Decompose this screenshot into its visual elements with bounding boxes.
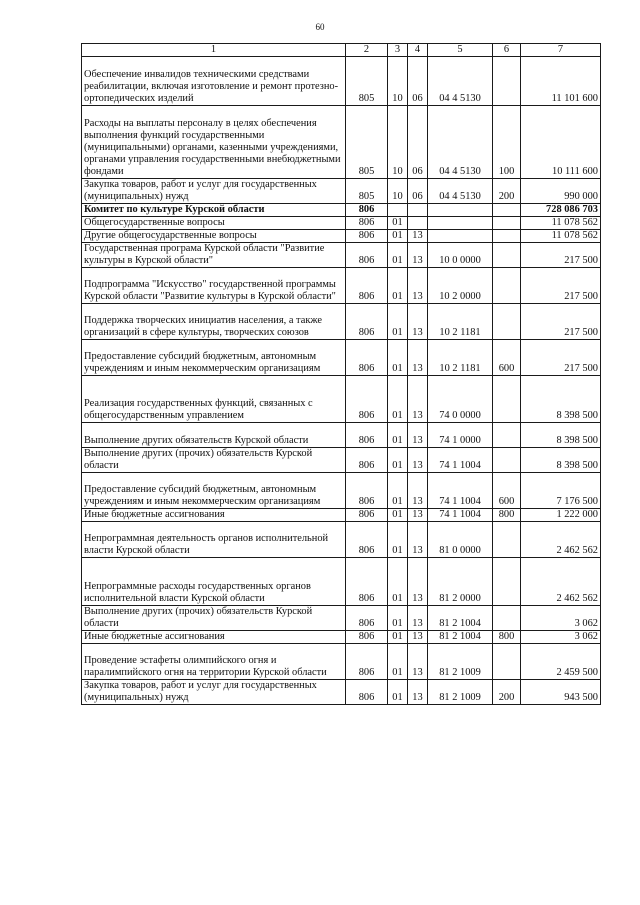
table-row — [82, 558, 601, 606]
target-code: 81 2 1004 — [428, 631, 493, 644]
expense-code — [493, 204, 521, 217]
ministry-code: 806 — [346, 473, 388, 509]
ministry-code: 806 — [346, 644, 388, 680]
amount: 217 500 — [521, 243, 601, 268]
expense-code — [493, 644, 521, 680]
amount: 217 500 — [521, 268, 601, 304]
table-row — [82, 243, 601, 268]
ministry-code: 806 — [346, 522, 388, 558]
subsection-code — [408, 217, 428, 230]
amount: 1 222 000 — [521, 509, 601, 522]
target-code: 10 2 0000 — [428, 268, 493, 304]
expense-code — [493, 268, 521, 304]
expense-code — [493, 230, 521, 243]
section-code: 01 — [388, 304, 408, 340]
target-code: 04 4 5130 — [428, 179, 493, 204]
amount: 11 101 600 — [521, 57, 601, 106]
subsection-code: 13 — [408, 509, 428, 522]
section-code: 10 — [388, 57, 408, 106]
row-name: Непрограммные расходы государственных органов исполнительной власти Курской области — [82, 558, 346, 606]
expense-code — [493, 448, 521, 473]
ministry-code: 806 — [346, 376, 388, 423]
table-row — [82, 680, 601, 705]
target-code: 74 1 1004 — [428, 509, 493, 522]
amount: 3 062 — [521, 631, 601, 644]
table-row — [82, 473, 601, 509]
target-code — [428, 204, 493, 217]
row-name: Другие общегосударственные вопросы — [82, 230, 346, 243]
subsection-code: 13 — [408, 243, 428, 268]
amount: 943 500 — [521, 680, 601, 705]
expense-code — [493, 423, 521, 448]
ministry-code: 806 — [346, 230, 388, 243]
expense-code: 200 — [493, 680, 521, 705]
header-cell: 3 — [388, 44, 408, 57]
expense-code — [493, 243, 521, 268]
ministry-code: 806 — [346, 243, 388, 268]
amount: 8 398 500 — [521, 448, 601, 473]
table-row — [82, 631, 601, 644]
row-name: Предоставление субсидий бюджетным, автономным учреждениям и иным некоммерческим организациям — [82, 340, 346, 376]
table-row — [82, 606, 601, 631]
amount: 3 062 — [521, 606, 601, 631]
page-number: 60 — [315, 22, 325, 32]
table-row — [82, 179, 601, 204]
section-code: 01 — [388, 644, 408, 680]
subsection-code: 13 — [408, 304, 428, 340]
target-code: 81 0 0000 — [428, 522, 493, 558]
target-code: 81 2 1009 — [428, 644, 493, 680]
table-row — [82, 57, 601, 106]
ministry-code: 806 — [346, 558, 388, 606]
row-name: Непрограммная деятельность органов исполнительной власти Курской области — [82, 522, 346, 558]
table-row — [82, 230, 601, 243]
row-name: Обеспечение инвалидов техническими средствами реабилитации, включая изготовление и ремонт протезно-ортопедических изделий — [82, 57, 346, 106]
row-name: Реализация государственных функций, связанных с общегосударственным управлением — [82, 376, 346, 423]
row-name: Поддержка творческих инициатив населения, а также организаций в сфере культуры, творческих союзов — [82, 304, 346, 340]
expense-code: 800 — [493, 631, 521, 644]
subsection-code: 06 — [408, 179, 428, 204]
subsection-code: 13 — [408, 423, 428, 448]
subsection-code: 13 — [408, 230, 428, 243]
section-code: 01 — [388, 376, 408, 423]
row-name: Выполнение других (прочих) обязательств Курской области — [82, 448, 346, 473]
amount: 11 078 562 — [521, 217, 601, 230]
subsection-code: 06 — [408, 106, 428, 179]
expense-code: 800 — [493, 509, 521, 522]
section-code: 01 — [388, 423, 408, 448]
target-code — [428, 230, 493, 243]
ministry-code: 805 — [346, 106, 388, 179]
subsection-code: 06 — [408, 57, 428, 106]
row-name: Закупка товаров, работ и услуг для государственных (муниципальных) нужд — [82, 680, 346, 705]
amount: 10 111 600 — [521, 106, 601, 179]
row-name: Выполнение других (прочих) обязательств Курской области — [82, 606, 346, 631]
target-code: 74 1 1004 — [428, 448, 493, 473]
ministry-code: 806 — [346, 217, 388, 230]
table-row — [82, 217, 601, 230]
header-cell: 7 — [521, 44, 601, 57]
ministry-code: 806 — [346, 340, 388, 376]
ministry-code: 805 — [346, 57, 388, 106]
amount: 728 086 703 — [521, 204, 601, 217]
row-name: Закупка товаров, работ и услуг для государственных (муниципальных) нужд — [82, 179, 346, 204]
subsection-code: 13 — [408, 680, 428, 705]
amount: 2 462 562 — [521, 558, 601, 606]
row-name: Общегосударственные вопросы — [82, 217, 346, 230]
row-name: Иные бюджетные ассигнования — [82, 509, 346, 522]
amount: 2 459 500 — [521, 644, 601, 680]
row-name: Предоставление субсидий бюджетным, автономным учреждениям и иным некоммерческим организациям — [82, 473, 346, 509]
header-row — [82, 44, 601, 57]
section-code: 01 — [388, 473, 408, 509]
table-row — [82, 268, 601, 304]
header-cell: 1 — [82, 44, 346, 57]
ministry-code: 806 — [346, 268, 388, 304]
expense-code — [493, 558, 521, 606]
target-code: 10 2 1181 — [428, 340, 493, 376]
amount: 2 462 562 — [521, 522, 601, 558]
ministry-code: 806 — [346, 680, 388, 705]
subsection-code: 13 — [408, 340, 428, 376]
target-code: 04 4 5130 — [428, 57, 493, 106]
amount: 990 000 — [521, 179, 601, 204]
amount: 8 398 500 — [521, 423, 601, 448]
subsection-code: 13 — [408, 522, 428, 558]
subsection-code: 13 — [408, 376, 428, 423]
ministry-code: 805 — [346, 179, 388, 204]
expense-code — [493, 304, 521, 340]
subsection-code: 13 — [408, 606, 428, 631]
subsection-code — [408, 204, 428, 217]
table-row — [82, 509, 601, 522]
target-code — [428, 217, 493, 230]
table-row — [82, 376, 601, 423]
subsection-code: 13 — [408, 268, 428, 304]
expense-code — [493, 57, 521, 106]
row-name: Государственная програма Курской области "Развитие культуры в Курской области" — [82, 243, 346, 268]
section-code: 01 — [388, 680, 408, 705]
target-code: 74 1 0000 — [428, 423, 493, 448]
ministry-code: 806 — [346, 606, 388, 631]
ministry-code: 806 — [346, 423, 388, 448]
target-code: 04 4 5130 — [428, 106, 493, 179]
subsection-code: 13 — [408, 473, 428, 509]
table-row — [82, 423, 601, 448]
row-name: Иные бюджетные ассигнования — [82, 631, 346, 644]
ministry-code: 806 — [346, 448, 388, 473]
row-name: Проведение эстафеты олимпийского огня и паралимпийского огня на территории Курской области — [82, 644, 346, 680]
section-code: 01 — [388, 340, 408, 376]
subsection-code: 13 — [408, 558, 428, 606]
table-row — [82, 522, 601, 558]
header-cell: 6 — [493, 44, 521, 57]
target-code: 81 2 0000 — [428, 558, 493, 606]
expense-code: 600 — [493, 473, 521, 509]
subsection-code: 13 — [408, 644, 428, 680]
ministry-code: 806 — [346, 509, 388, 522]
section-code: 01 — [388, 606, 408, 631]
section-code: 01 — [388, 509, 408, 522]
row-name: Выполнение других обязательств Курской области — [82, 423, 346, 448]
ministry-code: 806 — [346, 631, 388, 644]
target-code: 10 2 1181 — [428, 304, 493, 340]
target-code: 74 1 1004 — [428, 473, 493, 509]
row-name: Комитет по культуре Курской области — [82, 204, 346, 217]
amount: 217 500 — [521, 304, 601, 340]
target-code: 10 0 0000 — [428, 243, 493, 268]
expense-code — [493, 606, 521, 631]
section-code: 01 — [388, 230, 408, 243]
header-cell: 5 — [428, 44, 493, 57]
expense-code: 600 — [493, 340, 521, 376]
expense-code: 200 — [493, 179, 521, 204]
table-row — [82, 644, 601, 680]
row-name: Подпрограмма "Искусство" государственной программы Курской области "Развитие культуры в Курской области" — [82, 268, 346, 304]
budget-table — [81, 43, 601, 705]
header-cell: 4 — [408, 44, 428, 57]
section-code: 01 — [388, 522, 408, 558]
table-row — [82, 204, 601, 217]
table-row — [82, 304, 601, 340]
ministry-code: 806 — [346, 204, 388, 217]
section-code — [388, 204, 408, 217]
table-row — [82, 106, 601, 179]
section-code: 01 — [388, 243, 408, 268]
row-name: Расходы на выплаты персоналу в целях обеспечения выполнения функций государственными (муниципальными) органами, казенными учреждениями, органами управления государственными внебюджетными фондами — [82, 106, 346, 179]
subsection-code: 13 — [408, 631, 428, 644]
table-row — [82, 340, 601, 376]
amount: 7 176 500 — [521, 473, 601, 509]
subsection-code: 13 — [408, 448, 428, 473]
amount: 11 078 562 — [521, 230, 601, 243]
amount: 217 500 — [521, 340, 601, 376]
target-code: 74 0 0000 — [428, 376, 493, 423]
section-code: 01 — [388, 558, 408, 606]
ministry-code: 806 — [346, 304, 388, 340]
section-code: 01 — [388, 631, 408, 644]
target-code: 81 2 1004 — [428, 606, 493, 631]
section-code: 01 — [388, 448, 408, 473]
section-code: 10 — [388, 106, 408, 179]
expense-code — [493, 522, 521, 558]
section-code: 01 — [388, 217, 408, 230]
header-cell: 2 — [346, 44, 388, 57]
section-code: 10 — [388, 179, 408, 204]
table-row — [82, 448, 601, 473]
target-code: 81 2 1009 — [428, 680, 493, 705]
amount: 8 398 500 — [521, 376, 601, 423]
expense-code — [493, 376, 521, 423]
expense-code: 100 — [493, 106, 521, 179]
section-code: 01 — [388, 268, 408, 304]
expense-code — [493, 217, 521, 230]
